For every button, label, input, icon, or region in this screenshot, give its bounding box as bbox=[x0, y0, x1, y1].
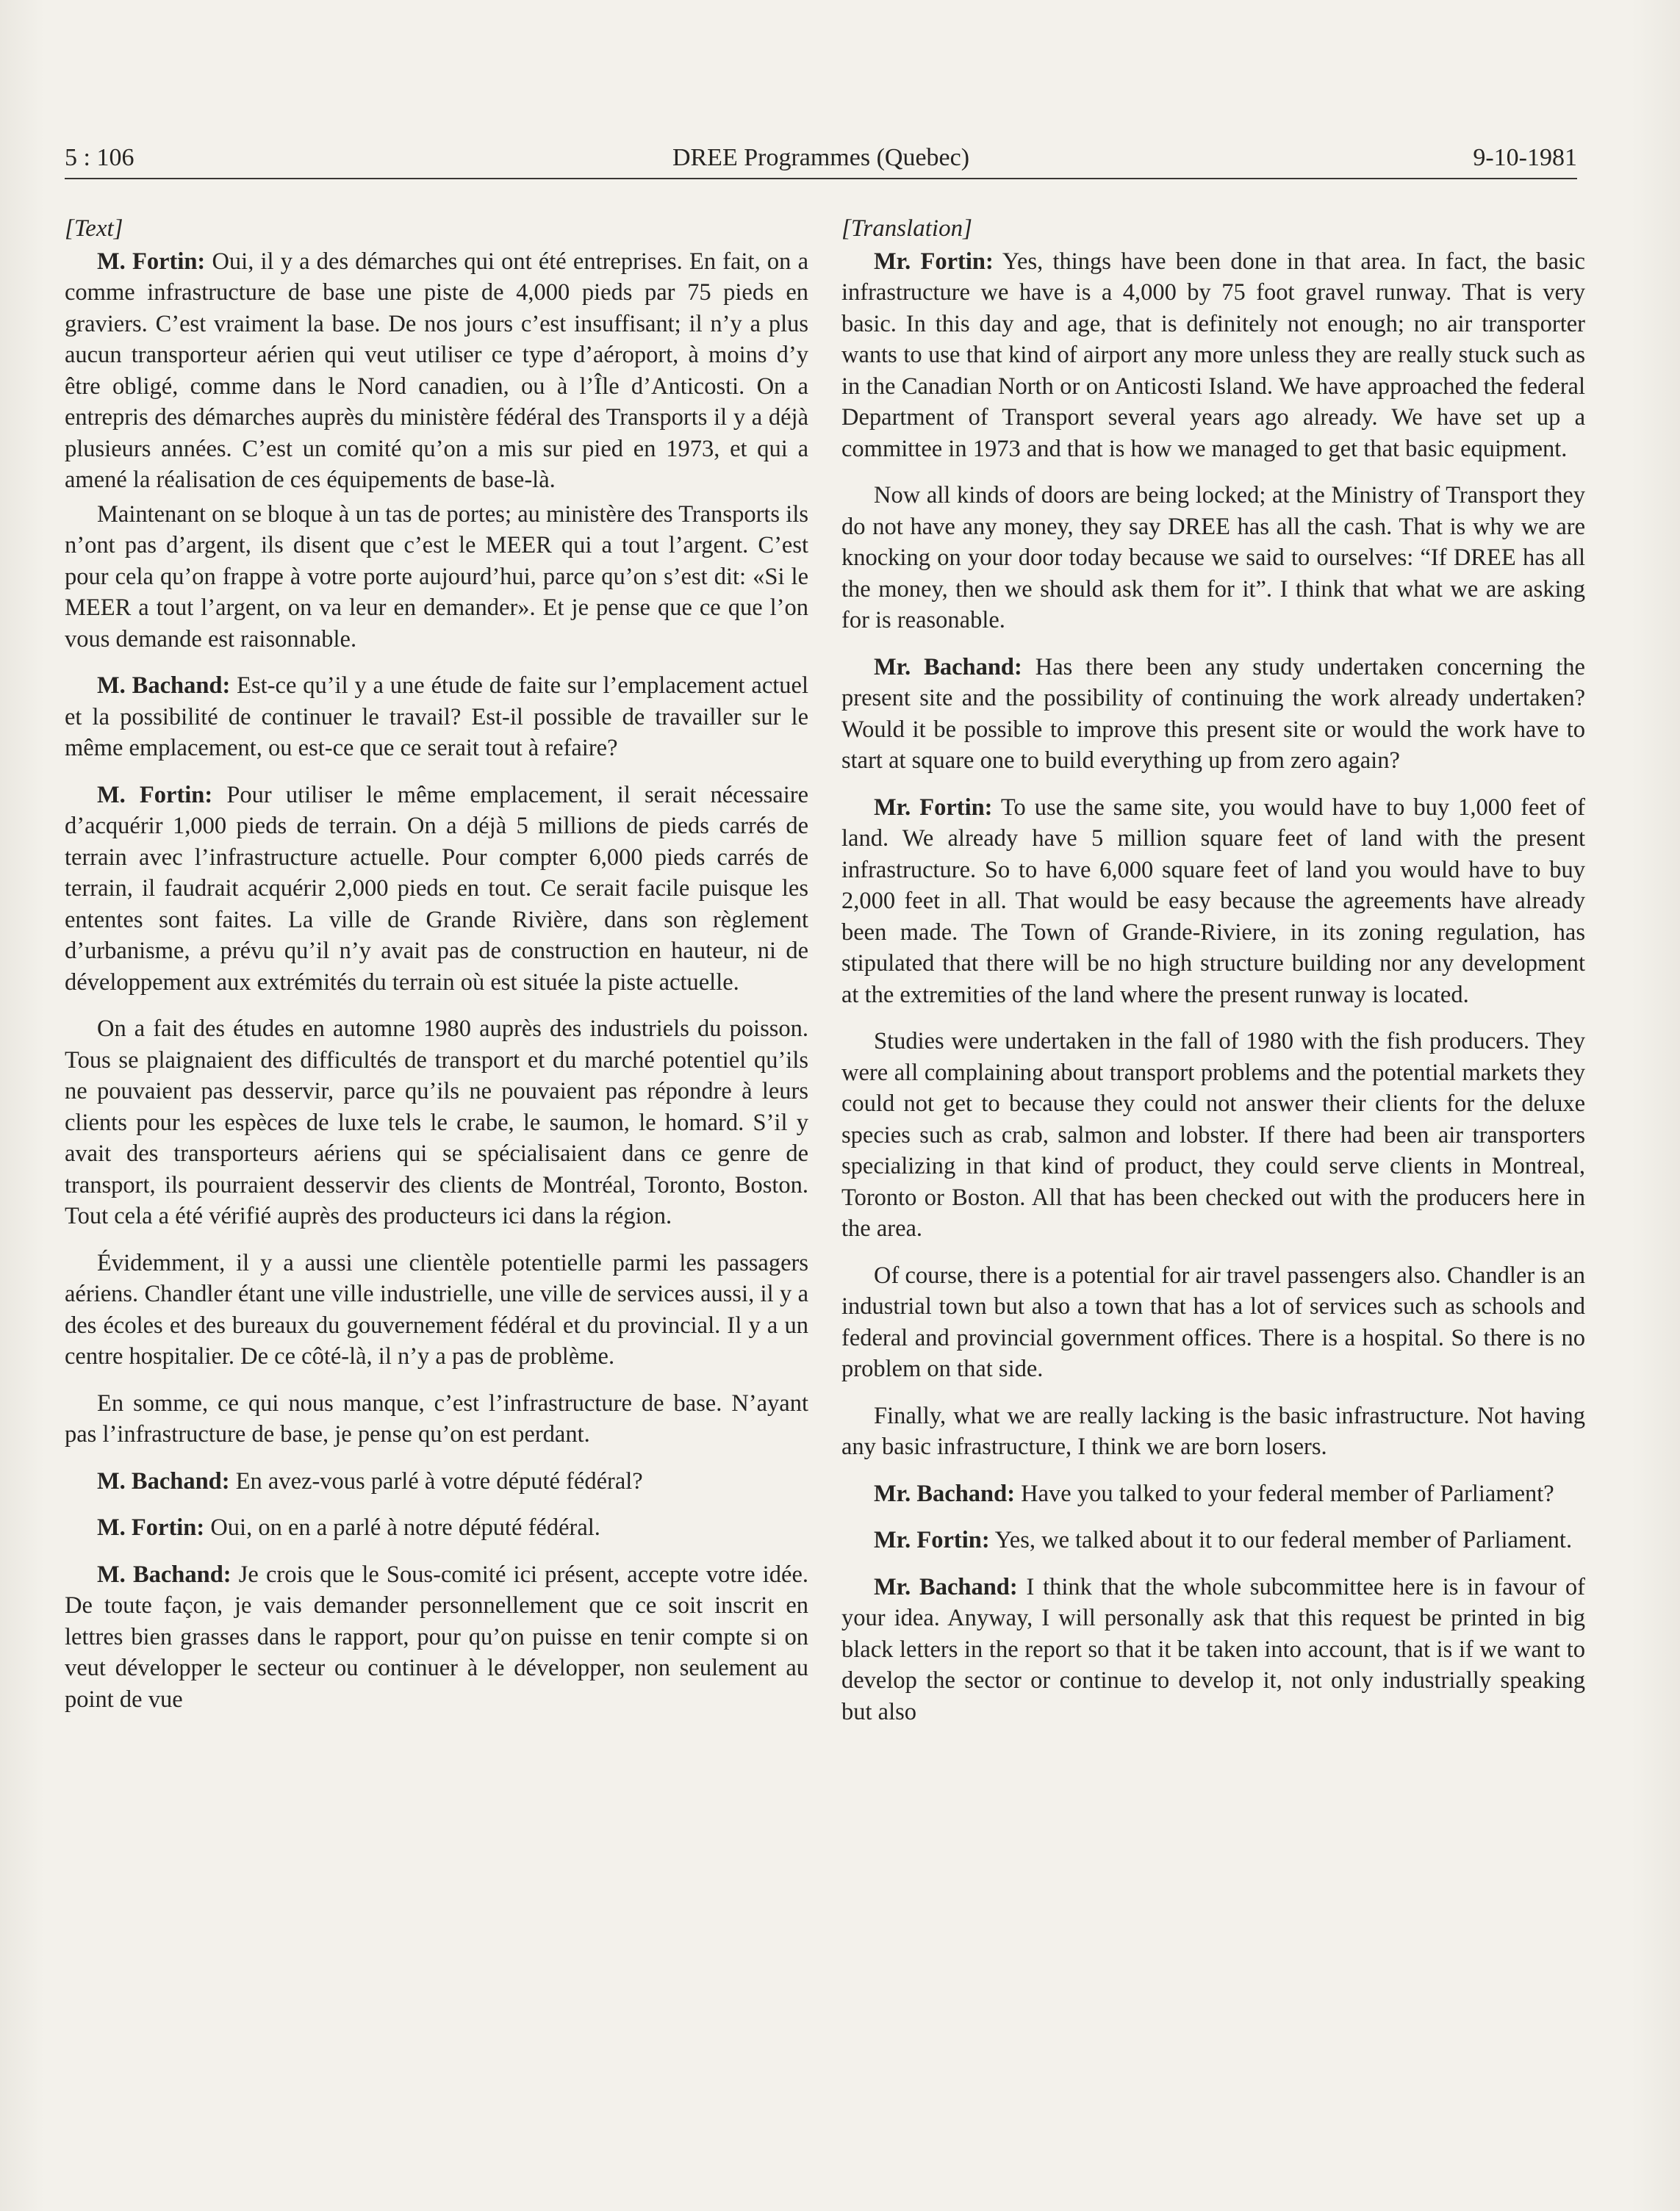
column-label: [Text] bbox=[65, 215, 123, 242]
paragraph: On a fait des études en automne 1980 auprès des industriels du poisson. Tous se plaignaient des difficultés de transport et du marché potentiel qu’ils ne pouvaient pas desservir, parce qu’ils ne pouvaient pas répondre à leurs clients pour les espèces de luxe tels le crabe, le saumon, le homard. S’il y avait des transporteurs aériens qui se spécialisaient dans ce genre de transport, ils pourraient desservir des clients de Montréal, Toronto, Boston. Tout cela a été vérifié auprès des producteurs ici dans la région. bbox=[65, 1015, 808, 1229]
header-date: 9-10-1981 bbox=[1473, 144, 1577, 171]
french-text-column bbox=[65, 213, 808, 1730]
paragraph-text: Yes, things have been done in that area. In fact, the basic infrastructure we have is a 4,000 by 75 foot gravel runway. That is very basic. In this day and age, that is definitely not enough; no air transporter wants to use that kind of airport any more unless they are really stuck such as in the Canadian North or on Anticosti Island. We have approached the federal Department of Transport several years ago already. We have set up a committee in 1973 and that is how we managed to get that basic equipment. bbox=[841, 248, 1585, 462]
speaker-name: Mr. Bachand: bbox=[874, 1573, 1018, 1600]
paragraph: Évidemment, il y a aussi une clientèle potentielle parmi les passagers aériens. Chandler étant une ville industrielle, une ville de services aussi, il y a des écoles et des bureaux du gouvernement fédéral et du provincial. Il y a un centre hospitalier. De ce côté-là, il n’y a pas de problème. bbox=[65, 1249, 808, 1370]
column-label: [Translation] bbox=[841, 215, 972, 242]
paragraph: Studies were undertaken in the fall of 1980 with the fish producers. They were all complaining about transport problems and the potential markets they could not get to because they could not answer their clients for the deluxe species such as crab, salmon and lobster. If there had been air transporters specializing in that kind of product, they could serve clients in Montreal, Toronto or Boston. All that has been checked out with the producers here in the area. bbox=[841, 1028, 1585, 1242]
paragraph-text: Pour utiliser le même emplacement, il serait nécessaire d’acquérir 1,000 pieds de terrain. On a déjà 5 millions de pieds carrés de terrain avec l’infrastructure actuelle. Pour compter 6,000 pieds carrés de terrain, il faudrait acquérir 2,000 pieds en tout. Ce serait facile puisque les ententes sont faites. La ville de Grande Rivière, dans son règlement d’urbanisme, a prévu qu’il n’y avait pas de construction en hauteur, ni de développement aux extrémités du terrain où est située la piste actuelle. bbox=[65, 781, 809, 996]
paragraph: Of course, there is a potential for air travel passengers also. Chandler is an industrial town but also a town that has a lot of services such as schools and federal and provincial government offices. There is a hospital. So there is no problem on that side. bbox=[841, 1262, 1585, 1382]
paragraph bbox=[65, 1512, 808, 1544]
paragraph: Maintenant on se bloque à un tas de portes; au ministère des Transports ils n’ont pas d’argent, ils disent que c’est le MEER qui a tout l’argent. C’est pour cela qu’on frappe à votre porte aujourd’hui, parce qu’on s’est dit: «Si le MEER a tout l’argent, on va leur en demander». Et je pense que ce que l’on vous demande est raisonnable. bbox=[65, 500, 808, 652]
paragraph-text: Yes, we talked about it to our federal member of Parliament. bbox=[989, 1527, 1573, 1553]
paragraph bbox=[841, 652, 1585, 777]
paragraph: Now all kinds of doors are being locked; at the Ministry of Transport they do not have any money, they say DREE has all the cash. That is why we are knocking on your door today because we said to ourselves: “If DREE has all the money, then we should ask them for it”. I think that what we are asking for is reasonable. bbox=[841, 482, 1585, 633]
paragraph bbox=[841, 246, 1585, 465]
paragraph bbox=[841, 1525, 1585, 1556]
speaker-name: Mr. Bachand: bbox=[874, 653, 1022, 680]
paragraph bbox=[65, 1466, 808, 1498]
speaker-name: M. Bachand: bbox=[97, 1467, 230, 1495]
speaker-name: M. Fortin: bbox=[97, 1514, 205, 1541]
paragraph bbox=[841, 792, 1585, 1011]
paragraph-text: En avez-vous parlé à votre député fédéral? bbox=[229, 1467, 643, 1495]
english-translation-column bbox=[841, 213, 1585, 1743]
paragraph bbox=[65, 246, 808, 496]
paragraph-text: I think that the whole subcommittee here is in favour of your idea. Anyway, I will personally ask that this request be printed in big black letters in the report so that it be taken into account, that is if we want to develop the sector or continue to develop it, not only industrially speaking but also bbox=[841, 1573, 1585, 1725]
speaker-name: Mr. Bachand: bbox=[874, 1480, 1016, 1507]
page-header bbox=[65, 141, 1577, 179]
speaker-name: M. Fortin: bbox=[97, 781, 213, 808]
speaker-name: M. Fortin: bbox=[97, 248, 206, 275]
paragraph: Finally, what we are really lacking is the basic infrastructure. Not having any basic infrastructure, I think we are born losers. bbox=[841, 1402, 1585, 1460]
paragraph-text: Oui, il y a des démarches qui ont été entreprises. En fait, on a comme infrastructure de base une piste de 4,000 pieds par 75 pieds en graviers. C’est vraiment la base. De nos jours c’est insuffisant; il n’y a plus aucun transporteur aérien qui veut utiliser ce type d’aéroport, à moins d’y être obligé, comme dans le Nord canadien, ou à l’Île d’Anticosti. On a entrepris des démarches auprès du ministère fédéral des Transports il y a déjà plusieurs années. C’est un comité qu’on a mis sur pied en 1973, et qui a amené la réalisation de ces équipements de base-là. bbox=[65, 248, 808, 493]
paragraph-text: Has there been any study undertaken concerning the present site and the possibility of continuing the work already undertaken? Would it be possible to improve this present site or would the work have to start at square one to build everything up from zero again? bbox=[841, 653, 1585, 774]
paragraph bbox=[841, 1572, 1585, 1728]
speaker-name: Mr. Fortin: bbox=[874, 248, 994, 275]
speaker-name: M. Bachand: bbox=[97, 1561, 231, 1588]
page-number: 5 : 106 bbox=[65, 144, 134, 171]
paragraph bbox=[65, 1559, 808, 1716]
paragraph-text: Have you talked to your federal member of Parliament? bbox=[1015, 1480, 1554, 1507]
paragraph bbox=[841, 1478, 1585, 1510]
speaker-name: Mr. Fortin: bbox=[874, 794, 993, 821]
paragraph bbox=[65, 780, 808, 999]
page-title: DREE Programmes (Quebec) bbox=[672, 144, 970, 171]
paragraph-text: Est-ce qu’il y a une étude de faite sur l’emplacement actuel et la possibilité de continuer le travail? Est-il possible de travailler sur le même emplacement, ou est-ce que ce serait tout à refaire? bbox=[65, 672, 809, 761]
paragraph-text: Je crois que le Sous-comité ici présent, accepte votre idée. De toute façon, je vais demander personnellement que ce soit inscrit en lettres bien grasses dans le rapport, pour qu’on puisse en tenir compte si on veut développer le secteur ou continuer à le développer, non seulement au point de vue bbox=[65, 1561, 808, 1713]
paragraph bbox=[65, 670, 808, 764]
paragraph-text: Oui, on en a parlé à notre député fédéral. bbox=[204, 1514, 600, 1541]
paragraph-text: To use the same site, you would have to buy 1,000 feet of land. We already have 5 million square feet of land with the present infrastructure. So to have 6,000 square feet of land you would have to buy 2,000 feet in all. That would be easy because the agreements have already been made. The Town of Grande-Riviere, in its zoning regulation, has stipulated that there will be no high structure building nor any development at the extremities of the land where the present runway is located. bbox=[841, 794, 1585, 1008]
speaker-name: M. Bachand: bbox=[97, 672, 231, 699]
speaker-name: Mr. Fortin: bbox=[874, 1527, 990, 1553]
paragraph: En somme, ce qui nous manque, c’est l’infrastructure de base. N’ayant pas l’infrastructure de base, je pense qu’on est perdant. bbox=[65, 1389, 808, 1448]
